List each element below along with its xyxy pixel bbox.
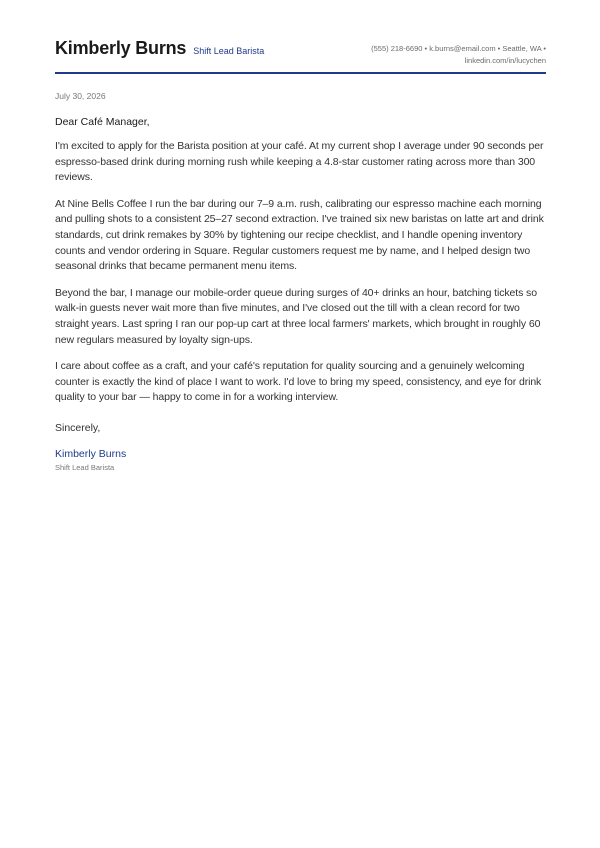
letter-date: July 30, 2026 [55,91,106,101]
body-paragraph-2: At Nine Bells Coffee I run the bar during our 7–9 a.m. rush, calibrating our espresso machine each morning and pulling shots to a consistent 25–27 second extraction. I've trained six new baristas on latte art and drink standards, cut drink remakes by 30% by tightening our recipe checklist, and I handle opening inventory counts and vendor ordering in Square. Regular customers request me by name, and I helped design two seasonal drinks that became permanent menu items. [55,197,544,273]
contact-line-1: (555) 218-6690 • k.burns@email.com • Seattle, WA • [371,44,546,53]
name-block [55,38,264,59]
letter-closing: Sincerely, [55,421,101,434]
header-divider [55,72,546,74]
contact-info [371,38,546,67]
contact-line-2: linkedin.com/in/lucychen [464,56,546,65]
signature-role: Shift Lead Barista [55,462,115,472]
letter-header [55,38,546,70]
signature-name: Kimberly Burns [55,447,127,460]
body-paragraph-3: Beyond the bar, I manage our mobile-order queue during surges of 40+ drinks an hour, batching tickets so walk-in guests never wait more than five minutes, and I've closed out the till with a clean record for two straight years. Last spring I ran our pop-up cart at three local farmers' markets, which brought in roughly 60 new regulars measured by loyalty sign-ups. [55,286,541,346]
applicant-name: Kimberly Burns [55,38,187,58]
body-paragraph-4: I care about coffee as a craft, and your café's reputation for quality sourcing and a genuinely welcoming counter is exactly the kind of place I want to work. I'd love to bring my speed, consistency, and eye for drink quality to your bar — happy to come in for a working interview. [55,360,542,404]
letter-greeting: Dear Café Manager, [55,116,150,128]
applicant-role: Shift Lead Barista [193,46,265,56]
body-paragraph-1: I'm excited to apply for the Barista position at your café. At my current shop I average under 90 seconds per espresso-based drink during morning rush while keeping a 4.8-star customer rating across more than 300 reviews. [55,140,544,184]
